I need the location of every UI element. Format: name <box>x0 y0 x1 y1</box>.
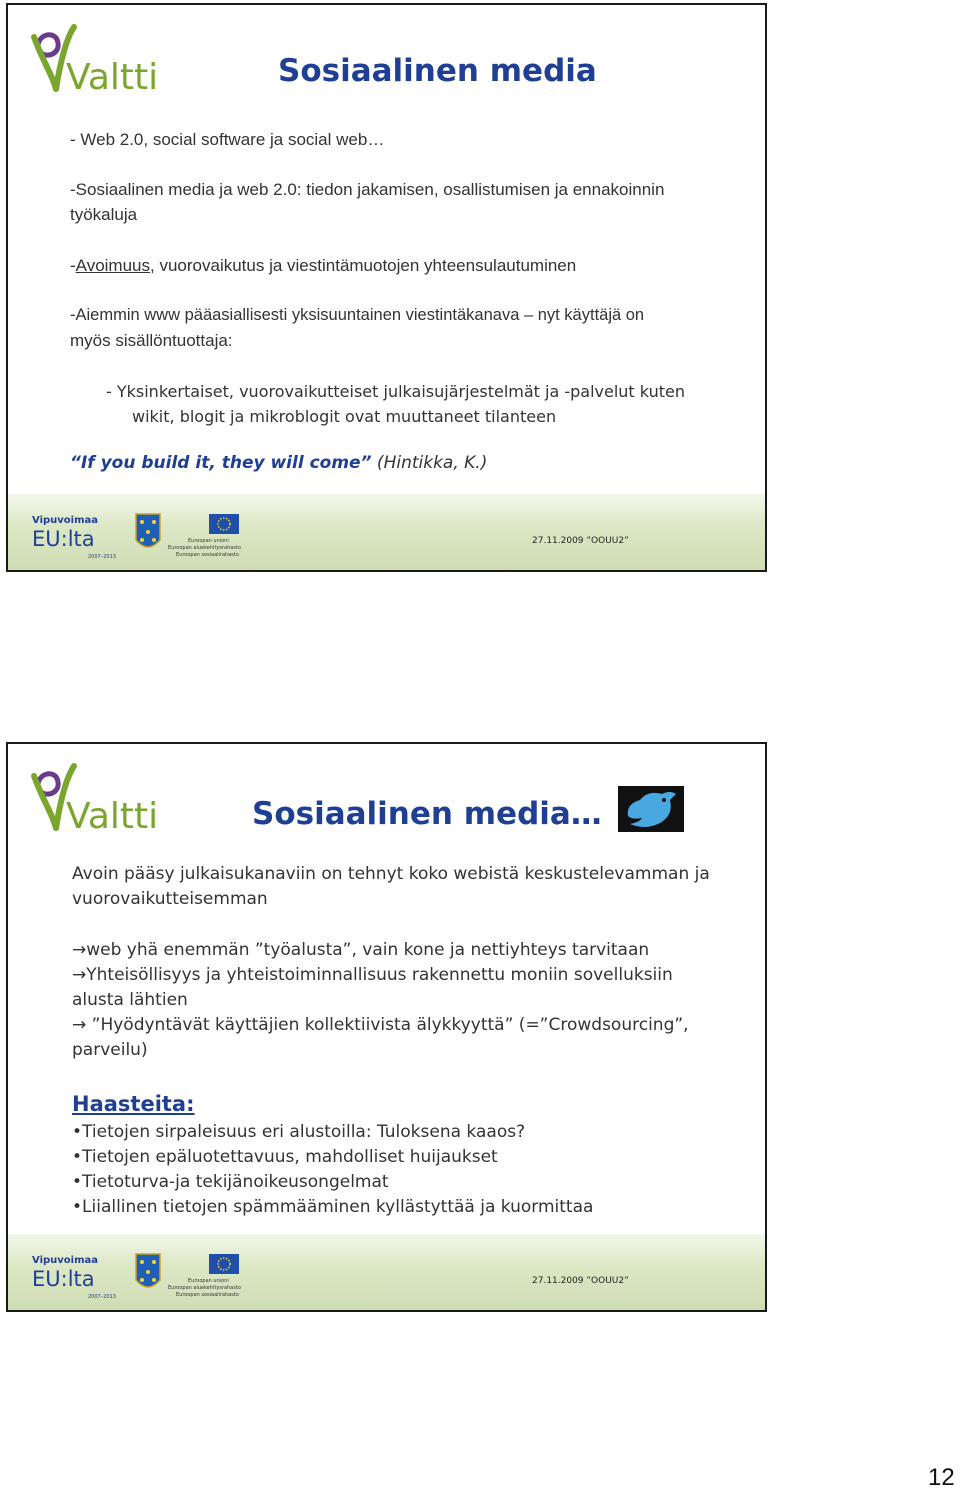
slide-2 <box>6 742 767 1312</box>
svg-text:Euroopan sosiaalirahasto: Euroopan sosiaalirahasto <box>176 552 239 558</box>
svg-text:2007–2013: 2007–2013 <box>88 554 116 560</box>
bullet-4: •Liiallinen tietojen spämmääminen kyllästyttää ja kuormittaa <box>72 1197 594 1217</box>
eu-funding-logo <box>28 512 263 562</box>
line-avoimuus: -Avoimuus, vuorovaikutus ja viestintämuotojen yhteensulautuminen <box>70 256 577 275</box>
line-web20: - Web 2.0, social software ja social web… <box>70 130 385 149</box>
paragraph-1b: vuorovaikutteisemman <box>72 889 268 909</box>
valtti-logo <box>26 758 176 838</box>
line-sosiaalinen-media-2: työkaluja <box>70 205 138 224</box>
svg-text:EU:lta: EU:lta <box>32 1267 95 1291</box>
line-sosiaalinen-media-1: -Sosiaalinen media ja web 2.0: tiedon jakamisen, osallistumisen ja ennakoinnin <box>70 180 665 199</box>
slide-footer <box>8 494 765 570</box>
sub-line-2: wikit, blogit ja mikroblogit ovat muuttaneet tilanteen <box>132 407 557 426</box>
line-aiemmin-1: -Aiemmin www pääasiallisesti yksisuuntainen viestintäkanava – nyt käyttäjä on <box>70 306 645 324</box>
slide-1 <box>6 3 767 572</box>
svg-text:Vipuvoimaa: Vipuvoimaa <box>32 515 99 526</box>
bullet-2: •Tietojen epäluotettavuus, mahdolliset huijaukset <box>72 1147 498 1167</box>
svg-text:Euroopan unioni: Euroopan unioni <box>188 538 229 544</box>
arrow-line-3: alusta lähtien <box>72 990 188 1010</box>
svg-text:Euroopan aluekehitysrahasto: Euroopan aluekehitysrahasto <box>168 1285 241 1291</box>
svg-text:Euroopan sosiaalirahasto: Euroopan sosiaalirahasto <box>176 1292 239 1298</box>
svg-text:Valtti: Valtti <box>66 796 159 837</box>
bullet-1: •Tietojen sirpaleisuus eri alustoilla: Tuloksena kaaos? <box>72 1122 526 1142</box>
valtti-logo <box>26 19 176 99</box>
page-title: Sosiaalinen media <box>278 53 597 89</box>
eu-funding-logo <box>28 1252 263 1302</box>
arrow-line-2: →Yhteisöllisyys ja yhteistoiminnallisuus rakennettu moniin sovelluksiin <box>72 965 673 985</box>
footer-date: 27.11.2009 ”OOUU2” <box>532 536 629 546</box>
arrow-line-5: parveilu) <box>72 1040 148 1060</box>
page-title: Sosiaalinen media… <box>252 796 602 832</box>
svg-text:Euroopan unioni: Euroopan unioni <box>188 1278 229 1284</box>
svg-text:Vipuvoimaa: Vipuvoimaa <box>32 1255 99 1266</box>
sub-line-1: - Yksinkertaiset, vuorovaikutteiset julkaisujärjestelmät ja -palvelut kuten <box>106 382 685 401</box>
arrow-line-4: → ”Hyödyntävät käyttäjien kollektiivista älykkyyttä” (=”Crowdsourcing”, <box>72 1015 689 1035</box>
twitter-bird-icon <box>618 786 684 832</box>
bullet-3: •Tietoturva-ja tekijänoikeusongelmat <box>72 1172 389 1192</box>
line-aiemmin-2: myös sisällöntuottaja: <box>70 331 233 350</box>
slide-footer <box>8 1234 765 1310</box>
paragraph-1a: Avoin pääsy julkaisukanaviin on tehnyt koko webistä keskustelevamman ja <box>72 864 710 884</box>
page-number: 12 <box>928 1464 955 1491</box>
svg-text:Euroopan aluekehitysrahasto: Euroopan aluekehitysrahasto <box>168 545 241 551</box>
haasteita-heading: Haasteita: <box>72 1092 195 1116</box>
svg-text:2007–2013: 2007–2013 <box>88 1294 116 1300</box>
quote-line: “If you build it, they will come” (Hintikka, K.) <box>70 453 488 473</box>
svg-text:EU:lta: EU:lta <box>32 527 95 551</box>
footer-date: 27.11.2009 ”OOUU2” <box>532 1276 629 1286</box>
svg-text:Valtti: Valtti <box>66 57 159 98</box>
arrow-line-1: →web yhä enemmän ”työalusta”, vain kone ja nettiyhteys tarvitaan <box>72 940 650 960</box>
